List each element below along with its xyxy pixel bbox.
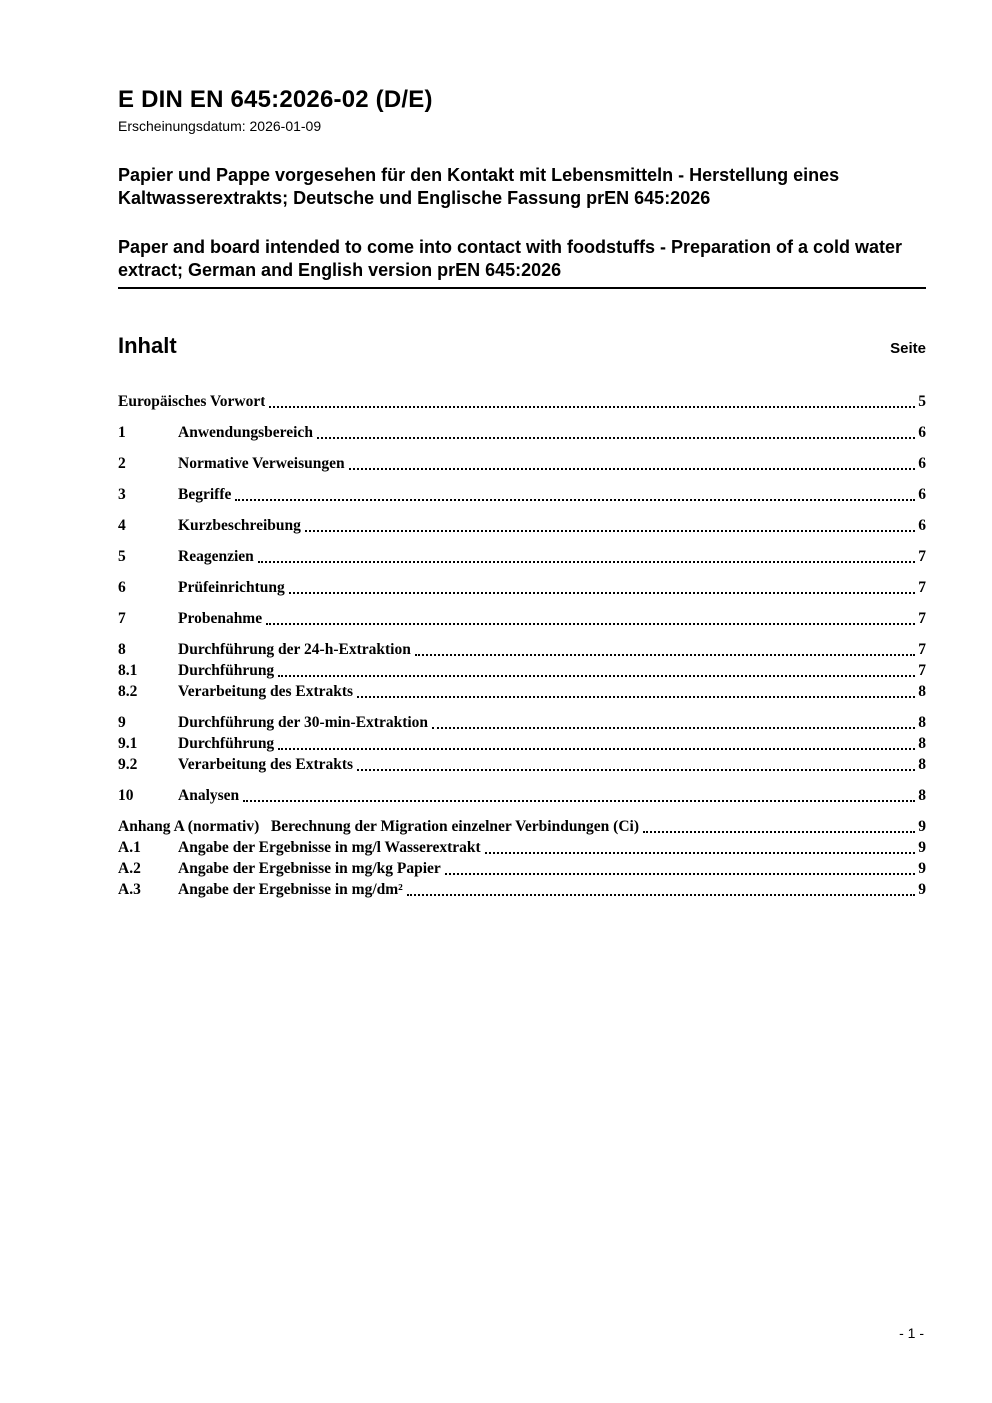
toc-leader-dots (317, 437, 915, 439)
toc-group (118, 391, 926, 412)
page-content (118, 86, 926, 900)
toc-entry-page: 7 (918, 662, 926, 680)
toc-leader-dots (305, 530, 915, 532)
toc-entry-number: 6 (118, 579, 126, 597)
toc-leader-dots (445, 873, 915, 875)
toc-entry-label: Prüfeinrichtung (178, 579, 285, 597)
toc-leader-dots (357, 696, 915, 698)
toc-leader-dots (415, 654, 915, 656)
toc-entry-label: Verarbeitung des Extrakts (178, 756, 354, 774)
toc-entry-page: 8 (918, 787, 926, 805)
toc-group (118, 785, 926, 806)
toc-entry-page: 9 (918, 818, 926, 836)
toc-entry-number: 10 (118, 787, 134, 805)
toc-leader-dots (278, 748, 915, 750)
toc-entry[interactable] (118, 453, 926, 474)
toc-entry-label: Angabe der Ergebnisse in mg/dm² (178, 881, 403, 899)
toc-entry-label: Kurzbeschreibung (178, 517, 301, 535)
toc-entry-label: Durchführung (178, 735, 275, 753)
toc-group (118, 484, 926, 505)
toc-entry-page: 8 (918, 683, 926, 701)
toc-entry-number: 2 (118, 455, 126, 473)
toc-entry-page: 8 (918, 756, 926, 774)
toc-entry-number: 9.2 (118, 756, 138, 774)
toc-entry-label: Begriffe (178, 486, 232, 504)
toc-entry[interactable] (118, 879, 926, 900)
toc-entry-number: 8.2 (118, 683, 138, 701)
toc-entry[interactable] (118, 712, 926, 733)
toc-entry-number: 9 (118, 714, 126, 732)
toc-entry-number: 8.1 (118, 662, 138, 680)
toc-leader-dots (266, 623, 915, 625)
toc-entry-page: 5 (918, 393, 926, 411)
toc-group (118, 422, 926, 443)
toc-heading: Inhalt (118, 333, 177, 359)
toc-entry-page: 6 (918, 486, 926, 504)
toc-group (118, 453, 926, 474)
toc-entry-label: Durchführung der 24-h-Extraktion (178, 641, 411, 659)
toc-group (118, 816, 926, 900)
toc-entry-label: Verarbeitung des Extrakts (178, 683, 354, 701)
toc-entry-page: 8 (918, 735, 926, 753)
toc-leader-dots (269, 406, 915, 408)
toc-entry[interactable] (118, 391, 926, 412)
toc-entry[interactable] (118, 639, 926, 660)
toc-leader-dots (289, 592, 915, 594)
toc-entry[interactable] (118, 754, 926, 775)
toc-entry-page: 9 (918, 839, 926, 857)
toc-entry[interactable] (118, 422, 926, 443)
toc-entry-number: 7 (118, 610, 126, 628)
toc-entry-page: 7 (918, 579, 926, 597)
title-english: Paper and board intended to come into contact with foodstuffs - Preparation of a cold water extract; German and English version prEN 645:2026 (118, 236, 926, 289)
toc-entry-number: 8 (118, 641, 126, 659)
toc-leader-dots (243, 800, 915, 802)
toc-group (118, 712, 926, 775)
toc-entry[interactable] (118, 515, 926, 536)
toc-entry-number: 1 (118, 424, 126, 442)
toc-group (118, 639, 926, 702)
toc-entry-page: 7 (918, 641, 926, 659)
toc-entry-label: Anhang A (normativ) Berechnung der Migration einzelner Verbindungen (Ci) (118, 818, 640, 836)
toc-leader-dots (643, 831, 915, 833)
toc-entry-page: 6 (918, 517, 926, 535)
toc-leader-dots (485, 852, 916, 854)
toc-entry[interactable] (118, 837, 926, 858)
toc-entry[interactable] (118, 660, 926, 681)
toc-entry-label: Angabe der Ergebnisse in mg/l Wasserextrakt (178, 839, 481, 857)
toc-entry-label: Reagenzien (178, 548, 254, 566)
toc-entry-label: Probenahme (178, 610, 263, 628)
toc-entry-number: 5 (118, 548, 126, 566)
toc-leader-dots (432, 727, 915, 729)
toc-leader-dots (278, 675, 915, 677)
toc-entry[interactable] (118, 681, 926, 702)
toc-entry-number: A.1 (118, 839, 141, 857)
toc-leader-dots (357, 769, 915, 771)
toc-entry-page: 6 (918, 455, 926, 473)
toc-leader-dots (407, 894, 915, 896)
toc-entry-label: Durchführung der 30-min-Extraktion (178, 714, 429, 732)
toc-entry-number: A.2 (118, 860, 141, 878)
toc-entry-label: Analysen (178, 787, 240, 805)
toc-entry-number: 3 (118, 486, 126, 504)
toc-entry[interactable] (118, 608, 926, 629)
toc-entry-label: Anwendungsbereich (178, 424, 313, 442)
toc-entry-label: Normative Verweisungen (178, 455, 345, 473)
toc-page-column-label: Seite (890, 340, 926, 358)
toc-entry[interactable] (118, 484, 926, 505)
toc-entry-label: Angabe der Ergebnisse in mg/kg Papier (178, 860, 441, 878)
toc-entry[interactable] (118, 816, 926, 837)
toc-entry[interactable] (118, 733, 926, 754)
toc-entry[interactable] (118, 577, 926, 598)
toc-group (118, 577, 926, 598)
toc-list (118, 391, 926, 900)
toc-entry[interactable] (118, 785, 926, 806)
toc-group (118, 608, 926, 629)
toc-entry-page: 6 (918, 424, 926, 442)
toc-entry-label: Durchführung (178, 662, 275, 680)
toc-leader-dots (258, 561, 915, 563)
toc-entry[interactable] (118, 546, 926, 567)
toc-entry-page: 7 (918, 610, 926, 628)
release-date: Erscheinungsdatum: 2026-01-09 (118, 118, 322, 134)
toc-group (118, 515, 926, 536)
toc-entry-label: Europäisches Vorwort (118, 393, 266, 411)
toc-entry-number: 4 (118, 517, 126, 535)
toc-entry-page: 8 (918, 714, 926, 732)
toc-entry[interactable] (118, 858, 926, 879)
toc-entry-number: A.3 (118, 881, 141, 899)
toc-entry-page: 7 (918, 548, 926, 566)
toc-leader-dots (349, 468, 916, 470)
toc-entry-number: 9.1 (118, 735, 138, 753)
document-id: E DIN EN 645:2026-02 (D/E) (118, 86, 433, 113)
toc-entry-page: 9 (918, 881, 926, 899)
toc-header (118, 333, 926, 359)
title-german: Papier und Pappe vorgesehen für den Kontakt mit Lebensmitteln - Herstellung eines Kaltwasserextrakts; Deutsche und Englische Fassung prEN 645:2026 (118, 165, 840, 209)
toc-leader-dots (235, 499, 915, 501)
toc-group (118, 546, 926, 567)
toc-entry-page: 9 (918, 860, 926, 878)
page-number-footer: - 1 - (899, 1325, 924, 1341)
